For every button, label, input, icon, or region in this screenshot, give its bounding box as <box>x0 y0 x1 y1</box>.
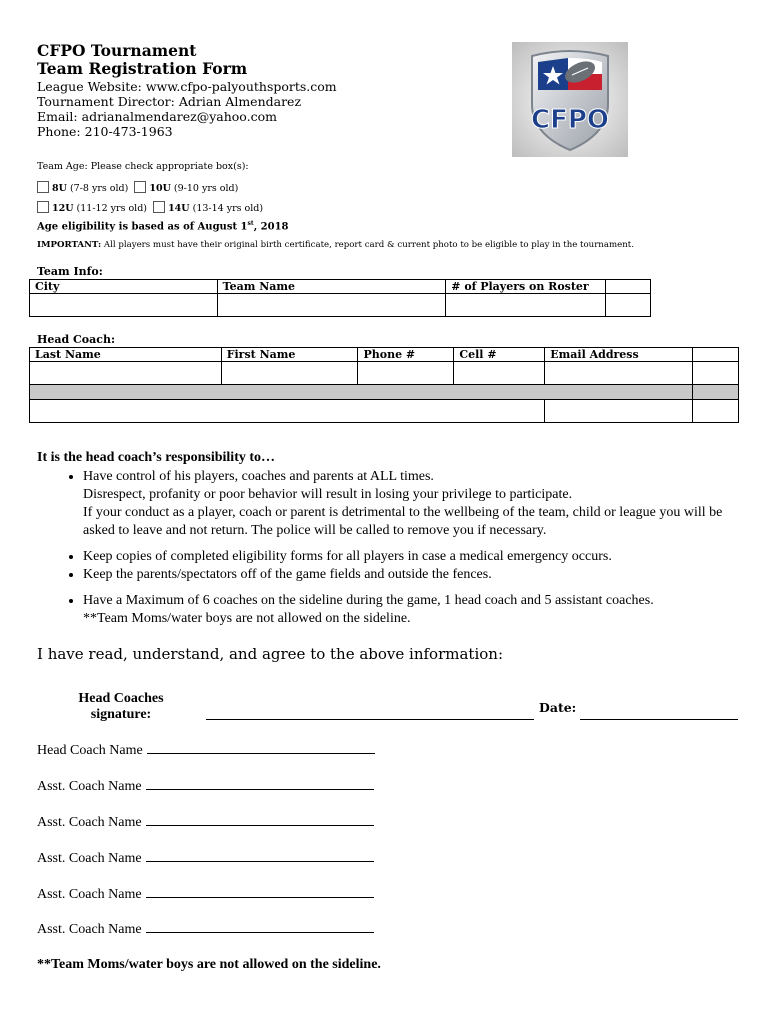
asst-coach-name-label: Asst. Coach Name <box>37 779 142 794</box>
phone-field[interactable] <box>358 362 454 385</box>
footer-note: **Team Moms/water boys are not allowed on the sideline. <box>37 957 381 972</box>
responsibility-item: • Keep copies of completed eligibility forms for all players in case a medical emergency occurs. <box>83 548 737 566</box>
head-coach-extra-header <box>693 348 739 362</box>
age-8u-option[interactable] <box>37 183 128 194</box>
header-city: City <box>30 280 218 294</box>
head-coach-table <box>29 347 739 423</box>
responsibility-item: • Have control of his players, coaches and parents at ALL times. Disrespect, profanity or poor behavior will result in losing your privilege to participate. If your conduct as a player, coach or parent is detrimental to the wellbeing of the team, child or league you will be asked to leave and not return. The police will be called to remove you if necessary. <box>83 468 737 540</box>
checkbox-8u[interactable] <box>37 181 49 193</box>
eligibility-suffix: , 2018 <box>253 221 289 233</box>
coach-name-row <box>37 777 374 795</box>
head-coach-header-row <box>30 348 739 362</box>
head-coach-name-label: Head Coach Name <box>37 743 143 758</box>
age-12u-label: 12U <box>52 203 74 214</box>
address-end-field[interactable] <box>693 400 739 423</box>
age-10u-option[interactable] <box>134 183 238 194</box>
checkbox-10u[interactable] <box>134 181 146 193</box>
team-info-label: Team Info: <box>37 265 103 278</box>
header-last-name: Last Name <box>30 348 222 362</box>
asst-coach-name-line[interactable] <box>146 885 374 898</box>
roster-count-cell[interactable] <box>606 280 651 294</box>
league-website: League Website: www.cfpo-palyouthsports.com <box>37 79 337 94</box>
age-8u-range: (7-8 yrs old) <box>69 183 129 194</box>
head-coach-extra-field[interactable] <box>693 362 739 385</box>
header-players-on-roster: # of Players on Roster <box>446 280 606 294</box>
team-info-header-row <box>30 280 651 294</box>
asst-coach-name-label: Asst. Coach Name <box>37 815 142 830</box>
team-age-prompt: Team Age: Please check appropriate box(s): <box>37 161 249 172</box>
responsibility-heading: It is the head coach’s responsibility to… <box>37 450 276 465</box>
eligibility-sup: st <box>247 220 254 227</box>
head-coach-gray-row <box>30 385 739 400</box>
asst-coach-name-label: Asst. Coach Name <box>37 887 142 902</box>
gray-band <box>30 385 693 400</box>
age-10u-range: (9-10 yrs old) <box>173 183 239 194</box>
age-14u-option[interactable] <box>153 203 263 214</box>
age-row-2 <box>37 201 263 214</box>
email-field[interactable] <box>545 362 693 385</box>
important-text: All players must have their original birth certificate, report card & current photo to be eligible to play in the tournament. <box>101 240 634 250</box>
address-row <box>30 400 739 423</box>
players-field[interactable] <box>446 294 606 317</box>
signature-label-line-2: signature: <box>90 707 152 722</box>
age-row-1 <box>37 181 238 194</box>
age-10u-label: 10U <box>149 183 171 194</box>
age-8u-label: 8U <box>52 183 67 194</box>
responsibility-item: • Keep the parents/spectators off of the game fields and outside the fences. <box>83 566 737 584</box>
asst-coach-name-line[interactable] <box>146 777 374 790</box>
age-eligibility <box>37 220 288 232</box>
signature-label-line-1: Head Coaches <box>78 691 164 706</box>
address-extra-field[interactable] <box>545 400 693 423</box>
first-name-field[interactable] <box>221 362 358 385</box>
date-label: Date: <box>539 700 577 715</box>
responsibility-item: • Have a Maximum of 6 coaches on the sideline during the game, 1 head coach and 5 assistant coaches. **Team Moms/water boys are not allowed on the sideline. <box>83 592 737 628</box>
header-cell: Cell # <box>454 348 545 362</box>
cell-field[interactable] <box>454 362 545 385</box>
header-email-address: Email Address <box>545 348 693 362</box>
asst-coach-name-line[interactable] <box>146 813 374 826</box>
age-14u-range: (13-14 yrs old) <box>192 203 264 214</box>
last-name-field[interactable] <box>30 362 222 385</box>
header-first-name: First Name <box>221 348 358 362</box>
checkbox-12u[interactable] <box>37 201 49 213</box>
logo-text: CFPO <box>531 105 609 135</box>
asst-coach-name-line[interactable] <box>146 920 374 933</box>
responsibility-section <box>37 449 737 636</box>
cfpo-logo <box>512 42 628 157</box>
age-12u-option[interactable] <box>37 203 147 214</box>
responsibility-list <box>37 468 737 628</box>
city-field[interactable] <box>30 294 218 317</box>
date-line[interactable] <box>580 719 738 720</box>
head-coach-entry-row <box>30 362 739 385</box>
coach-name-row <box>37 741 375 759</box>
team-info-entry-row <box>30 294 651 317</box>
coach-name-row <box>37 920 374 938</box>
title-line-2: Team Registration Form <box>37 59 248 78</box>
form-title <box>37 42 247 78</box>
team-name-field[interactable] <box>217 294 446 317</box>
head-coach-label: Head Coach: <box>37 333 116 346</box>
coach-name-row <box>37 849 374 867</box>
age-12u-range: (11-12 yrs old) <box>76 203 148 214</box>
header-phone: Phone # <box>358 348 454 362</box>
asst-coach-name-label: Asst. Coach Name <box>37 851 142 866</box>
coach-name-row <box>37 813 374 831</box>
signature-line[interactable] <box>206 719 534 720</box>
asst-coach-name-line[interactable] <box>146 849 374 862</box>
contact-block <box>37 79 337 139</box>
eligibility-prefix: Age eligibility is based as of August 1 <box>37 221 248 233</box>
asst-coach-name-label: Asst. Coach Name <box>37 922 142 937</box>
title-line-1: CFPO Tournament <box>37 41 197 60</box>
age-14u-label: 14U <box>168 203 190 214</box>
coach-name-row <box>37 885 374 903</box>
agreement-statement: I have read, understand, and agree to the above information: <box>37 645 503 663</box>
roster-extra-field[interactable] <box>606 294 651 317</box>
head-coach-name-line[interactable] <box>147 741 375 754</box>
gray-band-end <box>693 385 739 400</box>
tournament-director: Tournament Director: Adrian Almendarez <box>37 94 302 109</box>
signature-label <box>62 691 180 723</box>
address-field[interactable] <box>30 400 545 423</box>
team-info-table <box>29 279 651 317</box>
header-team-name: Team Name <box>217 280 446 294</box>
director-phone: Phone: 210-473-1963 <box>37 124 173 139</box>
important-notice <box>37 240 634 250</box>
important-label: IMPORTANT: <box>37 240 102 250</box>
checkbox-14u[interactable] <box>153 201 165 213</box>
director-email: Email: adrianalmendarez@yahoo.com <box>37 109 277 124</box>
